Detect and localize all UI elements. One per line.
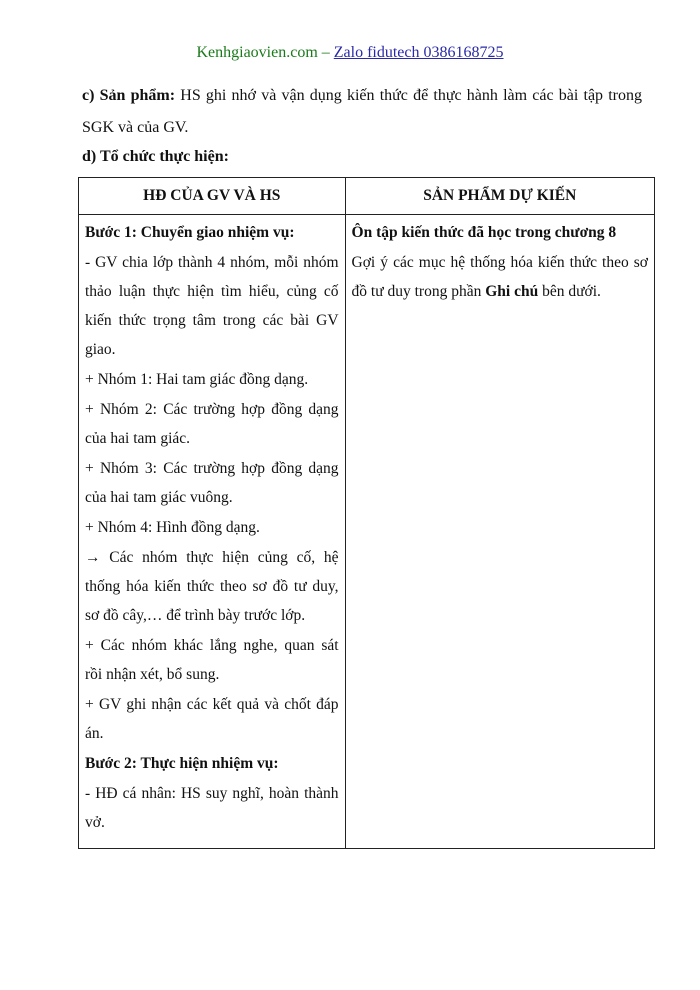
- page-header: [0, 44, 700, 62]
- section-d-heading: [82, 141, 642, 173]
- site-name: Kenhgiaovien.com: [196, 44, 318, 61]
- section-d-label: d) Tổ chức thực hiện:: [82, 148, 229, 165]
- step2-title: Bước 2: Thực hiện nhiệm vụ:: [85, 755, 279, 772]
- arrow-note: → Các nhóm thực hiện củng cố, hệ thống hóa kiến thức theo sơ đồ tư duy, sơ đồ cây,… để trình bày trước lớp.: [85, 549, 339, 624]
- zalo-contact-link[interactable]: Zalo fidutech 0386168725: [333, 44, 504, 61]
- activity-table: [78, 177, 655, 849]
- step2-text: - HĐ cá nhân: HS suy nghĩ, hoàn thành vở.: [85, 785, 339, 831]
- review-text-before: Gợi ý các mục hệ thống hóa kiến thức theo sơ đồ tư duy trong phần: [351, 254, 648, 300]
- review-text: [352, 248, 648, 306]
- table-body-row: [79, 215, 655, 849]
- group2-task: + Nhóm 2: Các trường hợp đồng dạng của hai tam giác.: [85, 401, 339, 447]
- review-text-bold: Ghi chú: [485, 283, 539, 300]
- expected-product-cell: [345, 215, 654, 849]
- section-c-text: HS ghi nhớ và vận dụng kiến thức để thực hành làm các bài tập trong SGK và của GV.: [82, 87, 643, 136]
- step1-title: Bước 1: Chuyển giao nhiệm vụ:: [85, 224, 295, 241]
- review-text-after: bên dưới.: [538, 283, 601, 300]
- section-c-product: [82, 80, 642, 144]
- table-header-row: [79, 178, 655, 215]
- step1-intro: - GV chia lớp thành 4 nhóm, mỗi nhóm thảo luận thực hiện tìm hiểu, củng cố kiến thức trọng tâm trong các bài GV giao.: [85, 254, 339, 358]
- header-separator: –: [317, 44, 334, 61]
- section-c-label: c) Sản phẩm:: [82, 87, 176, 104]
- listen-note: + Các nhóm khác lắng nghe, quan sát rồi nhận xét, bổ sung.: [85, 637, 339, 683]
- group3-task: + Nhóm 3: Các trường hợp đồng dạng của hai tam giác vuông.: [85, 460, 339, 506]
- activities-cell: [79, 215, 346, 849]
- gv-note: + GV ghi nhận các kết quả và chốt đáp án.: [85, 696, 339, 742]
- review-title: Ôn tập kiến thức đã học trong chương 8: [351, 224, 617, 241]
- group1-task: + Nhóm 1: Hai tam giác đồng dạng.: [85, 371, 309, 388]
- header-expected-product: SẢN PHẨM DỰ KIẾN: [345, 178, 654, 215]
- group4-task: + Nhóm 4: Hình đồng dạng.: [85, 519, 260, 536]
- header-activities: HĐ CỦA GV VÀ HS: [79, 178, 346, 215]
